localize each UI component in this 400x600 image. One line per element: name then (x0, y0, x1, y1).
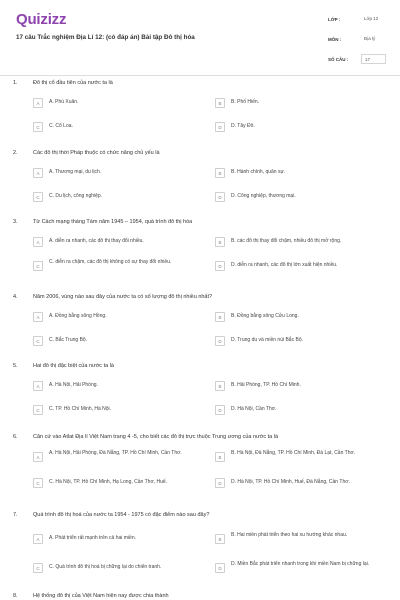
option-text: A. Thương mại, du lịch. (49, 169, 102, 175)
option-letter-box: A (33, 312, 43, 322)
option-text: A. diễn ra nhanh, các đô thị thay đổi nhiều. (49, 238, 144, 244)
option-letter-box: C (33, 563, 43, 573)
option-text: D. Trung du và miền núi Bắc Bộ. (231, 337, 303, 343)
option-letter-box: D (215, 192, 225, 202)
option-d[interactable] (215, 403, 390, 417)
option-letter-box: B (215, 168, 225, 178)
option-letter-box: B (215, 98, 225, 108)
option-letter-box: B (215, 534, 225, 544)
option-d[interactable] (215, 476, 390, 490)
option-a[interactable] (33, 379, 208, 393)
option-text: A. Phú Xuân. (49, 99, 79, 105)
meta-label-grade: LỚP : (328, 17, 341, 22)
option-text: C. diễn ra chậm, các đô thị không có sự thay đổi nhiều. (49, 259, 172, 265)
option-text: B. Hải Phòng, TP. Hồ Chí Minh. (231, 382, 301, 388)
option-letter-box: C (33, 122, 43, 132)
option-d[interactable] (215, 334, 390, 348)
option-letter-box: A (33, 98, 43, 108)
option-letter-box: A (33, 168, 43, 178)
question-number: 7. (13, 512, 18, 518)
option-letter-box: C (33, 192, 43, 202)
option-text: D. Hà Nội, Cần Thơ. (231, 406, 277, 412)
option-text: A. Hà Nội, Hải Phòng, Đà Nẵng, TP. Hồ Chí Minh, Cần Thơ. (49, 450, 182, 456)
meta-row-grade (328, 14, 388, 34)
meta-label-count: SỐ CÂU : (328, 57, 349, 62)
option-letter-box: B (215, 237, 225, 247)
option-text: C. Hà Nội, TP. Hồ Chí Minh, Hạ Long, Cần Thơ, Huế. (49, 479, 168, 485)
metadata-panel (328, 14, 388, 74)
option-a[interactable] (33, 235, 208, 249)
option-letter-box: C (33, 336, 43, 346)
option-letter-box: A (33, 534, 43, 544)
option-text: C. Du lịch, công nghiệp. (49, 193, 103, 199)
option-letter-box: D (215, 478, 225, 488)
option-a[interactable] (33, 450, 208, 464)
question-text: Hệ thống đô thị của Việt Nam hiện nay được chia thành (33, 593, 169, 599)
option-letter-box: B (215, 312, 225, 322)
option-c[interactable] (33, 334, 208, 348)
option-text: B. Hành chính, quân sự. (231, 169, 286, 175)
option-text: D. diễn ra nhanh, các đô thị lớn xuất hiện nhiều. (231, 262, 338, 268)
option-b[interactable] (215, 379, 390, 393)
option-letter-box: D (215, 336, 225, 346)
option-letter-box: C (33, 405, 43, 415)
meta-value-grade: Lớp 12 (364, 16, 379, 21)
option-text: D. Công nghiệp, thương mại. (231, 193, 296, 199)
option-letter-box: B (215, 381, 225, 391)
option-text: A. Phát triển rất mạnh trên cả hai miền. (49, 535, 136, 541)
question-text: Đô thị cổ đầu tiên của nước ta là (33, 80, 113, 86)
question-number: 5. (13, 363, 18, 369)
option-c[interactable] (33, 403, 208, 417)
option-text: A. Hà Nội, Hải Phòng. (49, 382, 98, 388)
option-a[interactable] (33, 310, 208, 324)
option-text: B. Hà Nội, Đà Nẵng, TP. Hồ Chí Minh, Đà Lạt, Cần Thơ. (231, 450, 356, 456)
option-letter-box: C (33, 261, 43, 271)
question-number: 1. (13, 80, 18, 86)
option-text: C. Quá trình đô thị hoá bị chững lại do chiến tranh. (49, 564, 162, 570)
option-b[interactable] (215, 310, 390, 324)
option-text: A. Đồng bằng sông Hồng. (49, 313, 107, 319)
question-text: Năm 2006, vùng nào sau đây của nước ta có số lượng đô thị nhiều nhất? (33, 294, 213, 300)
option-letter-box: D (215, 122, 225, 132)
option-letter-box: A (33, 237, 43, 247)
option-text: B. Đồng bằng sông Cửu Long. (231, 313, 299, 319)
option-b[interactable] (215, 96, 390, 110)
question-number: 2. (13, 150, 18, 156)
meta-label-subject: MÔN : (328, 37, 342, 42)
meta-row-count (328, 54, 388, 74)
option-text: D. Hà Nội, TP. Hồ Chí Minh, Huế, Đà Nẵng, Cần Thơ. (231, 479, 350, 485)
option-text: D. Miền Bắc phát triển nhanh trong khi miền Nam bị chững lại. (231, 561, 370, 567)
option-d[interactable] (215, 561, 390, 575)
question-number: 8. (13, 593, 18, 599)
option-text: C. Bắc Trung Bộ. (49, 337, 88, 343)
option-b[interactable] (215, 166, 390, 180)
meta-row-subject (328, 34, 388, 54)
option-c[interactable] (33, 476, 208, 490)
question-text: Căn cứ vào Atlat Địa lí Việt Nam trang 4 -5, cho biết các đô thị trực thuộc Trung ương của nước ta là (33, 434, 279, 440)
meta-value-subject: Địa lý (364, 36, 376, 41)
question-text: Từ Cách mạng tháng Tám năm 1945 – 1954, quá trình đô thị hóa (33, 219, 193, 225)
option-letter-box: C (33, 478, 43, 488)
option-a[interactable] (33, 532, 208, 546)
option-text: C. Cổ Loa. (49, 123, 73, 129)
option-b[interactable] (215, 532, 390, 546)
option-letter-box: D (215, 261, 225, 271)
option-text: B. Phố Hiến. (231, 99, 260, 105)
option-letter-box: A (33, 452, 43, 462)
question-text: Quá trình đô thị hoá của nước ta 1954 - 1975 có đặc điểm nào sau đây? (33, 512, 210, 518)
option-a[interactable] (33, 96, 208, 110)
question-number: 3. (13, 219, 18, 225)
option-d[interactable] (215, 190, 390, 204)
option-a[interactable] (33, 166, 208, 180)
option-d[interactable] (215, 120, 390, 134)
option-b[interactable] (215, 235, 390, 249)
option-text: B. các đô thị thay đổi chậm, nhiều đô thị mở rộng. (231, 238, 342, 244)
option-c[interactable] (33, 190, 208, 204)
document-title: 17 câu Trắc nghiệm Địa Lí 12: (có đáp án) Bài tập Đô thị hóa (16, 34, 195, 41)
option-text: B. Hai miền phát triển theo hai xu hướng khác nhau. (231, 532, 348, 538)
option-d[interactable] (215, 259, 390, 273)
option-letter-box: A (33, 381, 43, 391)
option-text: D. Tây Đô. (231, 123, 255, 129)
question-text: Hai đô thị đặc biệt của nước ta là (33, 363, 114, 369)
question-number: 4. (13, 294, 18, 300)
option-letter-box: D (215, 563, 225, 573)
option-c[interactable] (33, 120, 208, 134)
option-c[interactable] (33, 561, 208, 575)
meta-value-count: 17 (361, 54, 386, 64)
option-letter-box: B (215, 452, 225, 462)
option-text: C. TP. Hồ Chí Minh, Hà Nội. (49, 406, 112, 412)
header-divider (0, 75, 400, 76)
option-letter-box: D (215, 405, 225, 415)
quizizz-logo: Quizizz (16, 11, 67, 28)
option-b[interactable] (215, 450, 390, 464)
option-c[interactable] (33, 259, 208, 273)
question-text: Các đô thị thời Pháp thuộc có chức năng chủ yếu là (33, 150, 160, 156)
question-number: 6. (13, 434, 18, 440)
